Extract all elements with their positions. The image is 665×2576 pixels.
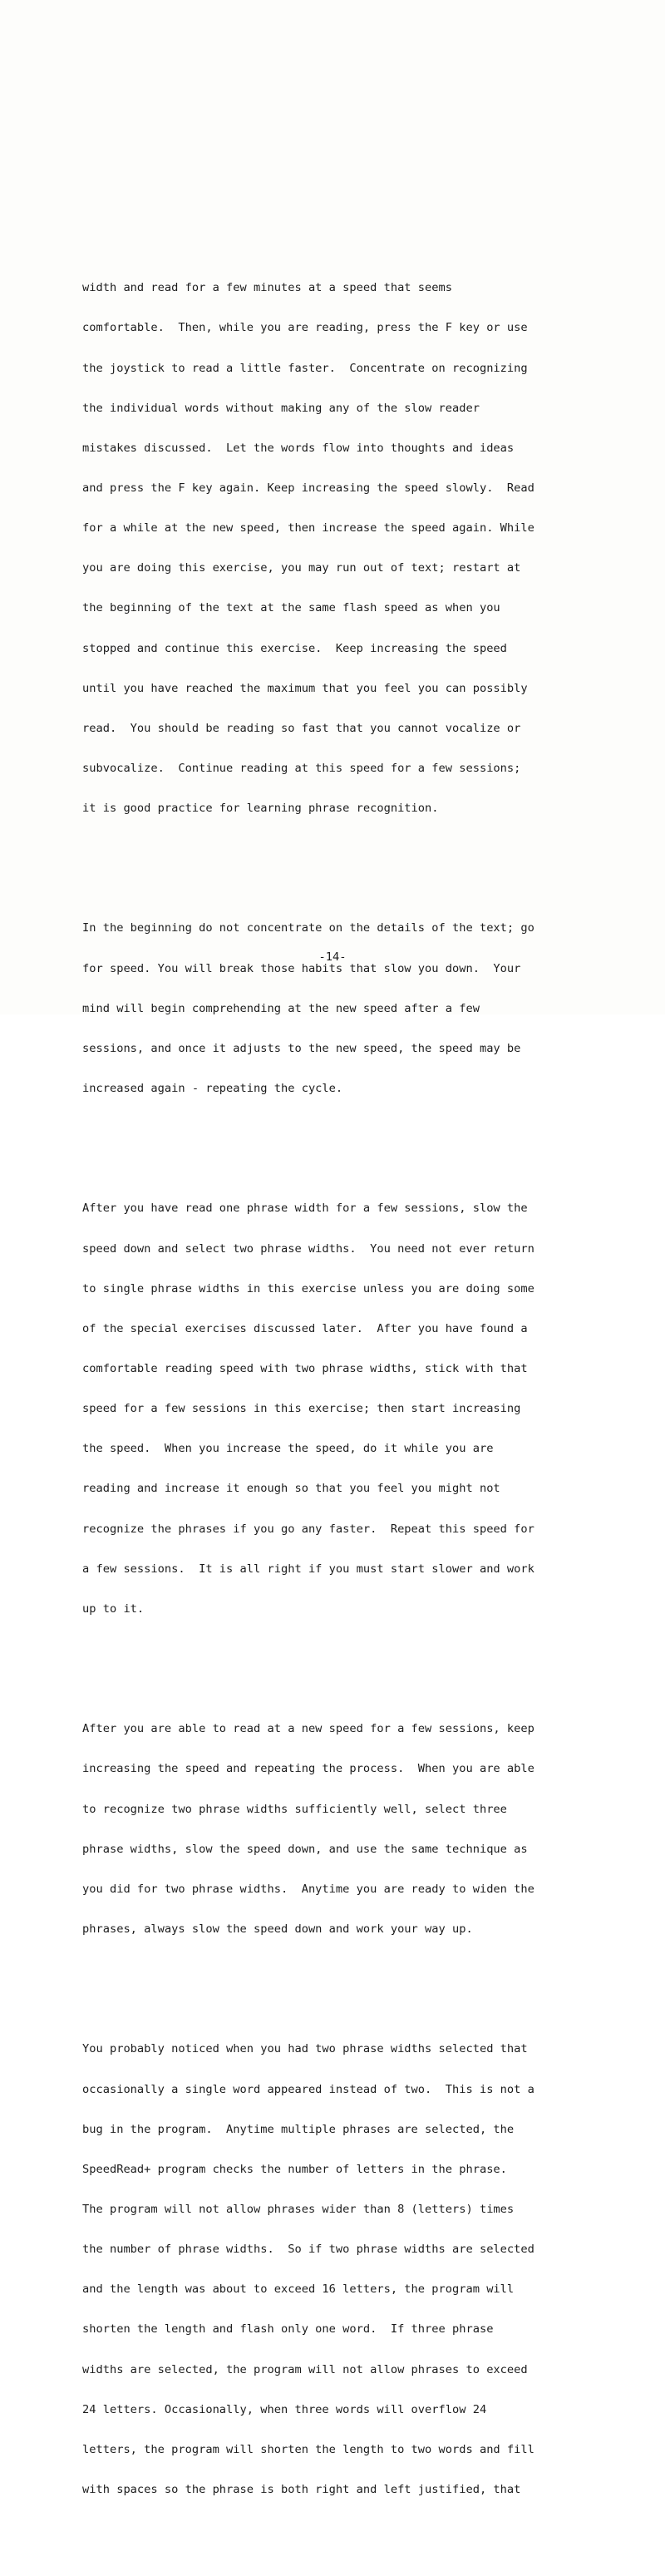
text-line: bug in the program. Anytime multiple phrases are selected, the [82,2122,515,2136]
paragraph-1 [82,254,631,841]
text-line: of the special exercises discussed later. After you have found a [82,1321,528,1335]
text-line: and press the F key again. Keep increasing the speed slowly. Read [82,481,534,495]
text-line: widths are selected, the program will not allow phrases to exceed [82,2362,528,2376]
text-line: subvocalize. Continue reading at this speed for a few sessions; [82,761,521,775]
text-line: to single phrase widths in this exercise unless you are doing some [82,1281,534,1295]
text-line: you are doing this exercise, you may run out of text; restart at [82,561,521,575]
text-line: and the length was about to exceed 16 letters, the program will [82,2282,515,2297]
text-line: to recognize two phrase widths sufficiently well, select three [82,1802,507,1816]
text-line: stopped and continue this exercise. Keep increasing the speed [82,641,507,655]
text-line: letters, the program will shorten the length to two words and fill [82,2442,534,2456]
text-line: increased again - repeating the cycle. [82,1082,343,1096]
text-line: for speed. You will break those habits that slow you down. Your [82,961,521,975]
paragraph-4 [82,1695,631,1962]
text-line: speed down and select two phrase widths. You need not ever return [82,1241,534,1256]
text-line: the individual words without making any of the slow reader [82,401,480,415]
paragraph-3 [82,1175,631,1642]
body-text [82,215,631,2576]
text-line: comfortable reading speed with two phrase widths, stick with that [82,1362,528,1376]
text-line: read. You should be reading so fast that you cannot vocalize or [82,721,521,735]
text-line: the speed. When you increase the speed, do it while you are [82,1442,494,1456]
text-line: In the beginning do not concentrate on the details of the text; go [82,921,534,935]
text-line: you did for two phrase widths. Anytime you are ready to widen the [82,1882,534,1896]
text-line: increasing the speed and repeating the process. When you are able [82,1762,534,1776]
paragraph-2 [82,895,631,1122]
text-line: speed for a few sessions in this exercise; then start increasing [82,1402,521,1416]
text-line: phrase widths, slow the speed down, and use the same technique as [82,1842,528,1856]
text-line: After you have read one phrase width for a few sessions, slow the [82,1202,528,1216]
text-line: comfortable. Then, while you are reading, press the F key or use [82,321,528,335]
text-line: until you have reached the maximum that you feel you can possibly [82,681,528,695]
text-line: SpeedRead+ program checks the number of letters in the phrase. [82,2162,507,2176]
text-line: a few sessions. It is all right if you must start slower and work [82,1562,534,1576]
text-line: the beginning of the text at the same flash speed as when you [82,601,500,615]
text-line: with spaces so the phrase is both right and left justified, that [82,2482,521,2496]
text-line: You probably noticed when you had two phrase widths selected that [82,2042,528,2056]
paragraph-5 [82,2016,631,2523]
text-line: mistakes discussed. Let the words flow into thoughts and ideas [82,441,515,455]
page-number: -14- [318,950,347,964]
text-line: up to it. [82,1601,145,1616]
text-line: 24 letters. Occasionally, when three words will overflow 24 [82,2402,487,2416]
text-line: phrases, always slow the speed down and work your way up. [82,1922,473,1936]
text-line: reading and increase it enough so that you feel you might not [82,1482,500,1496]
text-line: it is good practice for learning phrase recognition. [82,802,439,816]
text-line: sessions, and once it adjusts to the new speed, the speed may be [82,1041,521,1055]
text-line: occasionally a single word appeared instead of two. This is not a [82,2082,534,2096]
text-line: mind will begin comprehending at the new speed after a few [82,1001,480,1015]
text-line: for a while at the new speed, then increase the speed again. While [82,521,534,535]
text-line: width and read for a few minutes at a speed that seems [82,281,452,295]
text-line: shorten the length and flash only one word. If three phrase [82,2322,494,2337]
text-line: the joystick to read a little faster. Concentrate on recognizing [82,361,528,375]
text-line: recognize the phrases if you go any faster. Repeat this speed for [82,1522,534,1536]
text-line: the number of phrase widths. So if two phrase widths are selected [82,2243,534,2257]
text-line: The program will not allow phrases wider than 8 (letters) times [82,2202,515,2216]
text-line: After you are able to read at a new speed for a few sessions, keep [82,1722,534,1736]
